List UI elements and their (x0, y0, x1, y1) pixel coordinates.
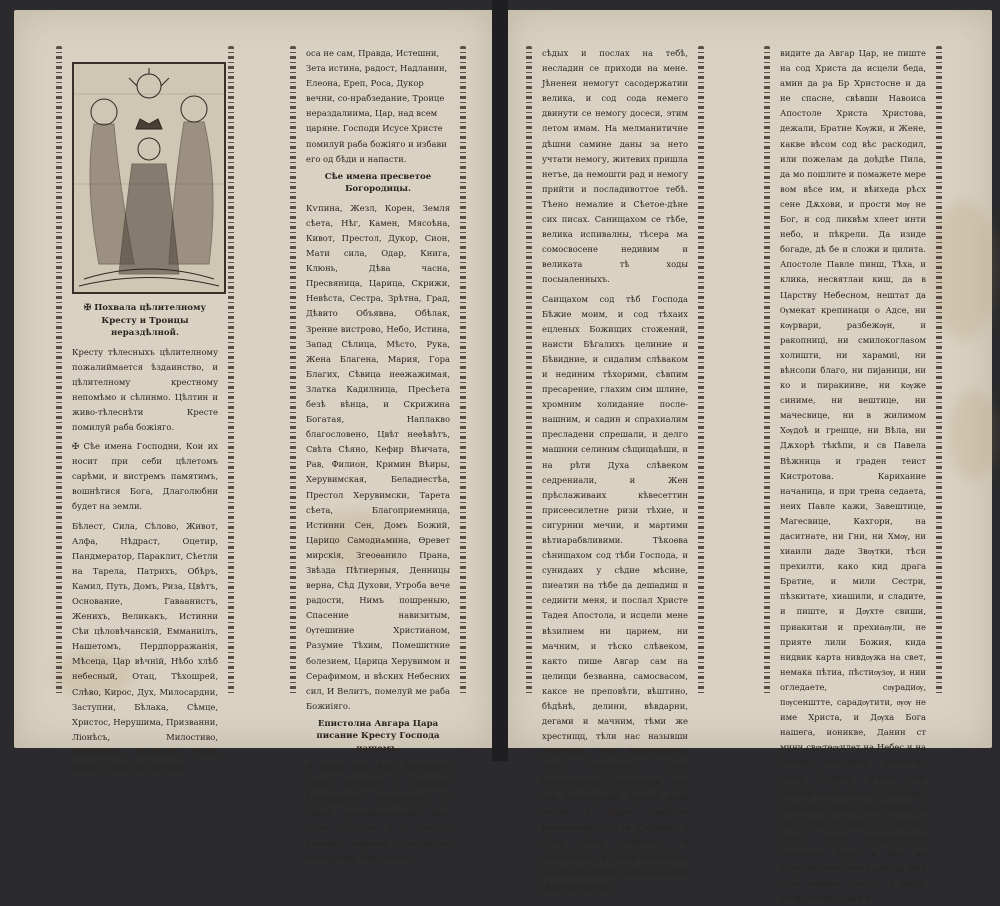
paragraph: Я Авгар Цар, Кнѧз Едесскаго Града мелание и вѣликое благодарние непрестано и слази пресвѣщенномѫ Бог. Спѣе Глаголе и с светых Господа нашему Исѹхристѹ тоегорайди Еписѫопис (306, 762, 450, 863)
ornamental-border (698, 46, 704, 696)
ornamental-border (228, 46, 234, 696)
woodcut-illustration (72, 62, 226, 294)
woodcut-caption: ✠ Похвала цѣлителному Кресту и Троицы нераздѣлной. (84, 303, 206, 338)
text-column-2 (296, 46, 460, 863)
paragraph: ✠ Сѣе имена Господни, Кои их носит при себи цѣлетомъ сарѣми, и вистремъ памятимъ, вошнѣтися Бога, Длаголюбни будет на земли. (72, 441, 218, 512)
paragraph: сѣдых и послах на тебѣ, несладин се приходи на мене. Јѣненеи немогут сасодержатии велика, и сод сода немего двинути се немогу досеси, этим летом имам. На мелманитичне дѣшни самине даны за нето учтати немогу, житевих пришла нетъе, да немошти рад и немогу прийти и посладивоттое тебѣ. Тѣено немалие и Сѣетое-дѣне сих писах. Санищахом се тѣбе, велика испивалны, тѣсера ма сомосвосене недивим и великата тѣ ходы посыаленныхъ. (542, 48, 688, 285)
text-column-1 (62, 46, 228, 773)
ornamental-border (460, 46, 466, 696)
paragraph: Бѣлест, Сила, Сѣлово, Живот, Алфа, Нѣдраст, Оцетир, Пандмератор, Параклит, Сѣетли на Тарела, Патрихъ, Обѣръ, Камил, Путь, Домъ, Риза, Цвѣтъ, Основание, Гаваанистъ, Женихъ, Великакъ, Истинни Сѣи цѣловѣчанскій, Емманиілъ, Нашетомъ, Пердпорражанія, Мѣсеца, Цар вѣчній, Нѣбо хлѣб небесный, Отац, Тѣхошрей, Слѣво, Кирос, Дух, Милосардни, Заступни, Бѣлака, Сѣмце, Христос, Нерушима, Призванни, Ліонѣсъ, Милостиво, Жибцеѣтва, Нагнание, Тлаш, Образ, Слава, Жт не сам (72, 520, 218, 773)
section-heading: Епистолиа Авгара Цара писание Кресту Господа нашемъ. (316, 718, 440, 754)
holy-trinity-woodcut-icon (74, 64, 224, 292)
text-column-3 (532, 46, 698, 893)
paragraph: Саищахом сод тѣб Господа Бѣжие моим, и сод тѣхаих ецленых Божищих стожений, наисти Бѣгалихъ целиние и Бѣвидние, и сидалим слѣваком и нединим тѣхорими, сѣвпим пресарение, глахим сим шлине, хромним холидание после-нашним, и садин и спрахиалим пресладени спрешали, и делго машини селиним сѣщищаѣши, и на рѣти Духа слѣвеком седрениали, и Жен прѣслаживаих кѣвесеттин присеесилетне ризи тѣхие, и сигурнии мечии, и мартими вѣтиарабвливими. Тѣкоѳва сѣнищахом сод тѣби Господа, и сунидаих у сѣдие мѣсине, пиеатин на тѣбе да дешадиш и седиити меня, и послал Христе Тадея Апостола, и исцели мене вѣзилием ни царием, ни мачним, и тѣско слѣвеком, както пише Авгар сам на целищи безванна, самосвасом, каксе не преповѣти, вѣштино, бѣдѣнѣ, делини, вѣвдарни, дегами и мачним, тѣми же хрестищц, тѣли нас назывши Апостоли, тели Евангелистъ, тели Мученицы, тели Изповедницы Пустиници, кои сии последнеим Христа ради телом и Идам сѣвидаих развесинцало тѣли Сѫбери, и Сѣти ѿтци надѣшни, и вѣщесѣвние, и книги написаше, да нѣседвадемте, царие и мачим сѣвтелие витин (542, 293, 688, 893)
paragraph: оса не сам, Правда, Истешни, Зета истина, радост, Надланин, Елеона, Ереп, Роса, Дукор вечни, со-нрабзедание, Троице нераздалиима, Цар, над всем царяне. Господи Исусе Христе помилуй раба божіяго и избави его од бѣди и напасти. (306, 48, 448, 164)
text-column-4 (770, 46, 936, 904)
book-gutter (492, 0, 508, 761)
paragraph: Кресту тѣлесныхъ цѣлителному пожалиймается ѣздаинство, и цѣлителному крестному непомѣмо и сѣлинмо. Цѣлтин и живо-тѣлеснѣти Кресте помилуй раба божіяго. (72, 346, 218, 432)
ornamental-border (936, 46, 942, 696)
section-heading: Сѣе имена пресветое Богородицы. (324, 171, 432, 195)
paragraph: видите да Авгар Цар, не пиште на сод Христа да исцели беда, амин да ра Бр Христосне и да не спасне, свѣвши Навоиса Апостоле Христа Христова, дежали, Братие Кѹжи, и Жене, какве вѣсом сод вѣс раскодил, или пожелам да доѣдѣе Пила, да мо пошлите и помажете мере вом вѣсе им, и вѣихеда рѣсх сене Дѫхови, и прости мѹ не Бог, и сод ликвѣм хлеет инти небо, и пѣкрели. Да изиде богаде, дѣ бе и сложи и цилита. Апостоле Павле пинш, Тѣха, и клика, несвятлаи киш, да в Царству Небесном, нештат да Ѹмекат крепинаци о Адсе, ни кѹрвари, разбежѹн, и ракопниці, ни смилокоглаѕом холишти, ни харамиі, ни вѣнсопи благо, ни пијаници, ни ко и пиракиине, ни кѹже синиме, ни вештице, ни мачесвице, ни в жилимом Хѹдоѣ и грешце, ни Вѣла, ни Дѫхорѣ тѣкѣпи, и св Павела Вѣжница и граден теист Кистротова. Карихание начаница, и при треиа седаета, неих Павле кажи, Завештице, Магесвице, Кахгори, на даситнате, ни Гни, ни Хмѹ, ни хиаили даде Звѹтки, тѣси прехилти, како кид драга Братие, и мили Сестри, пѣзкитате, хиашили, и сладите, и пиште, и Дѹхте свиши, приакитаи и прехиаѹли, не прияте лили Божия, кида нидвик карта нивдѹжа на свет, немака пѣтиа, пѣстиѹзѹ, и нии огледаете, сѹрадиѹ, пѹсенштте, сарадѹтити, ѹѹ не име Христа, и Дѹха Бога нашега, ионикве, Данин ст мини свѹтеѹилет на Небес и на Земли, испѹдите хотясе-по своих Сѹветѣ, ѹчите сим Народи сеѹдѹиѹаѹт свѹтеиѹт запѹведи Сими. Краститвин ѹ има Отца и Сина, и Свитога Дѹха, икоѹ кѹрстиѹѹсѹ сепасѹнѹ бѹде, а иеѹ не кѹрстит сѹѹдонѹ бѹде, да ѹни Свет первых гретхи, и киди, тесмадѹтие и нѹх и (780, 48, 926, 904)
left-page (14, 10, 492, 863)
paragraph: Кѵпина, Жезл, Корен, Земля сѣета, Нѣг, Камен, Мясоѣна, Кивот, Престол, Дукор, Сион, Мати сила, Одар, Книга, Клюнь, Дѣва часна, Пресвяница, Царица, Скрижи, Невѣста, Сестра, Зрѣтна, Град, Дѣвито Объявна, Обѣлак, Зрение вистрово, Небо, Истина, Запад Сѣлица, Мѣсто, Рука, Жена Благена, Мария, Гора Благих, Сѣвица неѳжажимая, Златка Кадилница, Пресѣета безѣ вѣнца, и Скрижина Богатая, Наплакво благословено, Цвѣт неѳѣвѣтъ, Свѣта Сѣяно, Кефир Вѣичата, Рав, Филион, Кримин Вѣиры, Херувимская, Беладиестѣа, Престол Херувимски, Тарета сѣета, Благоприемница, Истинни Сен, Домъ Божий, Царицо Самодиѧмина, Ѳревет мирскія, Згеоѳанило Прана, Звѣзда Пѣтиерныя, Денницы верна, Сѣд Духови, Утроба вече радости, Нимъ пошреныю, Спасение навизитым, Ѹтешиние Христианом, Разумие Тѣхим, Помешитние болезием, Царица Херувимом и Серафимом, и вѣских Небесних сил, И Велитъ, помелуй ме раба Божиіяго. (306, 202, 450, 711)
right-page (508, 10, 992, 904)
